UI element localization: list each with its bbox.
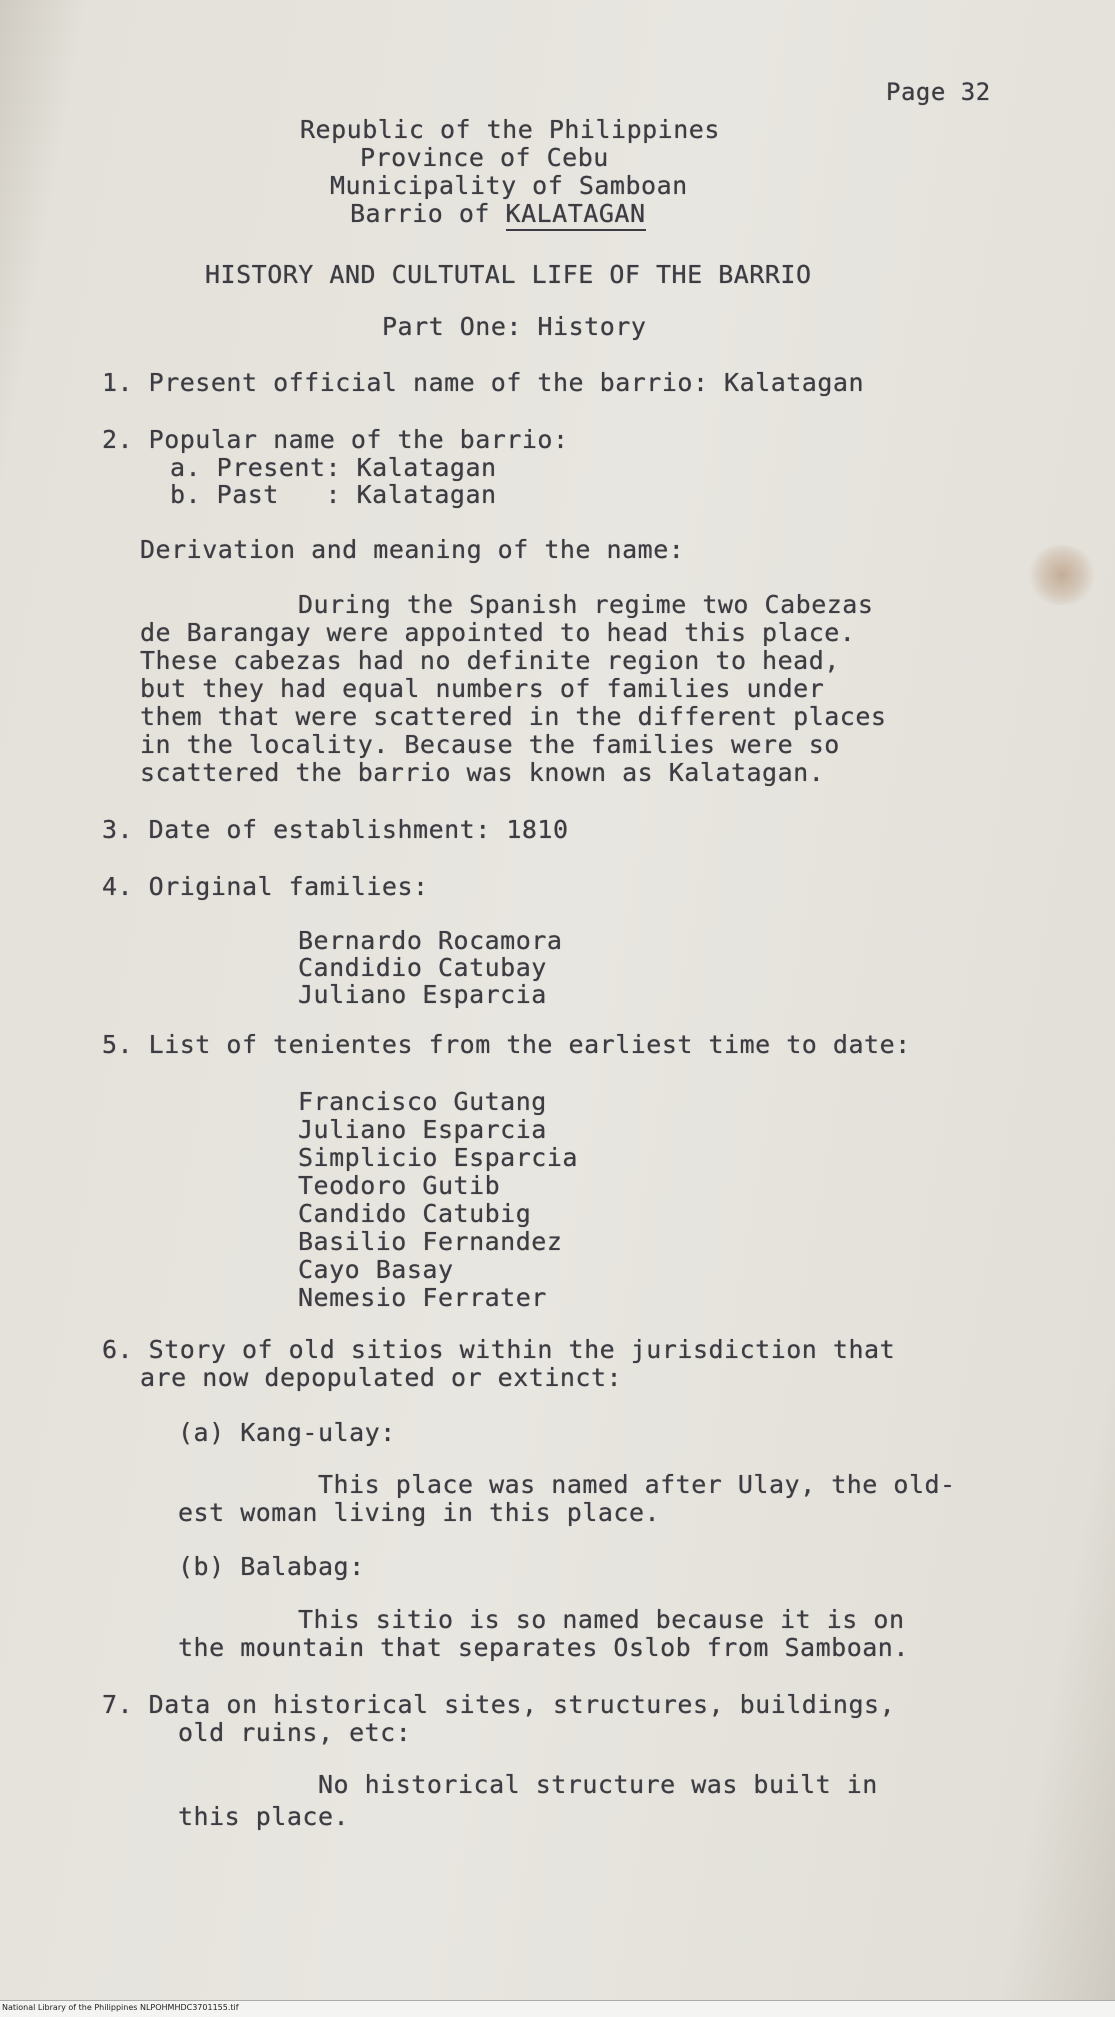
teniente-name: Francisco Gutang	[298, 1087, 547, 1116]
sitio-b-text: This sitio is so named because it is on	[298, 1605, 905, 1634]
derivation-heading: Derivation and meaning of the name:	[140, 535, 685, 564]
library-credit: National Library of the Philippines NLPOHMHDC3701155.tif	[2, 2003, 239, 2012]
derivation-line: These cabezas had no definite region to head,	[140, 646, 840, 675]
header-province: Province of Cebu	[360, 143, 609, 172]
family-name: Juliano Esparcia	[298, 980, 547, 1009]
teniente-name: Candido Catubig	[298, 1199, 532, 1228]
q2-present-name: a. Present: Kalatagan	[170, 453, 497, 482]
q2-heading: 2. Popular name of the barrio:	[102, 425, 569, 454]
header-municipality: Municipality of Samboan	[330, 171, 688, 200]
page-number: Page 32	[886, 78, 991, 106]
q4-heading: 4. Original families:	[102, 872, 429, 901]
derivation-line: During the Spanish regime two Cabezas	[298, 590, 874, 619]
q5-heading: 5. List of tenientes from the earliest time to date:	[102, 1030, 911, 1059]
teniente-name: Basilio Fernandez	[298, 1227, 563, 1256]
teniente-name: Juliano Esparcia	[298, 1115, 547, 1144]
q7-heading: 7. Data on historical sites, structures, buildings,	[102, 1690, 896, 1719]
q7-heading: old ruins, etc:	[178, 1718, 412, 1747]
teniente-name: Teodoro Gutib	[298, 1171, 501, 1200]
derivation-line: them that were scattered in the different places	[140, 702, 887, 731]
q3-establishment-date: 3. Date of establishment: 1810	[102, 815, 569, 844]
sitio-a-text: This place was named after Ulay, the old-	[318, 1470, 956, 1499]
teniente-name: Cayo Basay	[298, 1255, 454, 1284]
header-barrio	[350, 199, 646, 228]
sitio-a-text: est woman living in this place.	[178, 1498, 661, 1527]
sitio-b-label: (b) Balabag:	[178, 1552, 365, 1581]
document-title: HISTORY AND CULTUTAL LIFE OF THE BARRIO	[205, 260, 812, 289]
derivation-line: de Barangay were appointed to head this place.	[140, 618, 856, 647]
header-republic: Republic of the Philippines	[300, 115, 720, 144]
q7-answer: this place.	[178, 1802, 350, 1831]
teniente-name: Simplicio Esparcia	[298, 1143, 578, 1172]
family-name: Candidio Catubay	[298, 953, 547, 982]
part-one-subtitle: Part One: History	[382, 312, 647, 341]
barrio-prefix: Barrio of	[350, 199, 490, 228]
teniente-name: Nemesio Ferrater	[298, 1283, 547, 1312]
sitio-a-label: (a) Kang-ulay:	[178, 1418, 396, 1447]
q6-heading: are now depopulated or extinct:	[140, 1363, 623, 1392]
q1-official-name: 1. Present official name of the barrio: Kalatagan	[102, 368, 865, 397]
barrio-name: KALATAGAN	[506, 199, 646, 231]
q7-answer: No historical structure was built in	[318, 1770, 878, 1799]
derivation-line: but they had equal numbers of families under	[140, 674, 825, 703]
q2-past-name: b. Past : Kalatagan	[170, 480, 497, 509]
sitio-b-text: the mountain that separates Oslob from Samboan.	[178, 1633, 909, 1662]
derivation-line: in the locality. Because the families were so	[140, 730, 840, 759]
q6-heading: 6. Story of old sitios within the jurisdiction that	[102, 1335, 896, 1364]
derivation-line: scattered the barrio was known as Kalatagan.	[140, 758, 825, 787]
family-name: Bernardo Rocamora	[298, 926, 563, 955]
